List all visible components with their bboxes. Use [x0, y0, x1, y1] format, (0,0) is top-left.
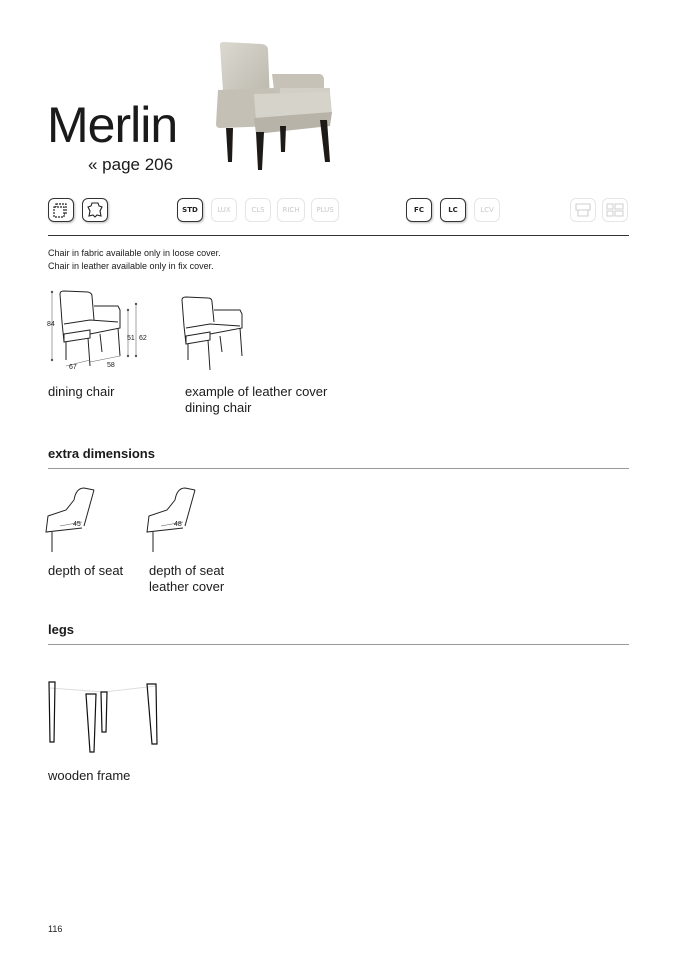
note-leather: Chair in leather available only in fix cover.: [48, 261, 214, 271]
badge-lux: LUX: [211, 198, 237, 222]
badge-cls: CLS: [245, 198, 271, 222]
caption-dining-chair: dining chair: [48, 384, 115, 399]
legs-heading: legs: [48, 622, 75, 637]
extra-dimensions-divider: [48, 468, 629, 469]
dimension-width: 67: [69, 364, 77, 371]
seat-depth-leather-drawing: [145, 486, 201, 554]
note-fabric: Chair in fabric available only in loose cover.: [48, 248, 221, 258]
badge-rich: RICH: [277, 198, 305, 222]
caption-depth-of-seat-leather: depth of seat: [149, 563, 225, 578]
seat-depth-leather-value: 48: [174, 521, 182, 528]
extra-dimensions-heading: extra dimensions: [48, 446, 155, 461]
badge-lcv: LCV: [474, 198, 500, 222]
badge-plus: PLUS: [311, 198, 339, 222]
page-number: 116: [48, 924, 63, 934]
fabric-swatch-icon: [48, 198, 74, 222]
chair-front-icon: [570, 198, 596, 222]
seat-depth-drawing: [44, 486, 100, 554]
caption-leather-cover-2: dining chair: [185, 400, 252, 415]
badge-std: STD: [177, 198, 203, 222]
dining-chair-drawing: [44, 290, 154, 375]
leather-cover-drawing: [180, 296, 246, 374]
seat-depth-value: 45: [73, 521, 81, 528]
wooden-frame-legs-drawing: [44, 680, 164, 756]
page-reference[interactable]: « page 206: [88, 155, 174, 174]
legs-divider: [48, 644, 629, 645]
modular-layout-icon: [602, 198, 628, 222]
badge-lc: LC: [440, 198, 466, 222]
dimension-depth: 58: [107, 362, 115, 369]
product-title: Merlin: [47, 97, 178, 153]
leather-hide-icon: [82, 198, 108, 222]
dimension-height: 84: [47, 321, 55, 328]
header-divider: [48, 235, 629, 236]
dimension-seat-height: 51: [127, 335, 135, 342]
caption-wooden-frame: wooden frame: [48, 768, 131, 783]
dimension-arm-height: 62: [139, 335, 147, 342]
caption-leather-cover: example of leather cover: [185, 384, 328, 399]
caption-leather-cover-3: leather cover: [149, 579, 225, 594]
caption-depth-of-seat: depth of seat: [48, 563, 124, 578]
badge-fc: FC: [406, 198, 432, 222]
product-photo: [214, 40, 334, 172]
